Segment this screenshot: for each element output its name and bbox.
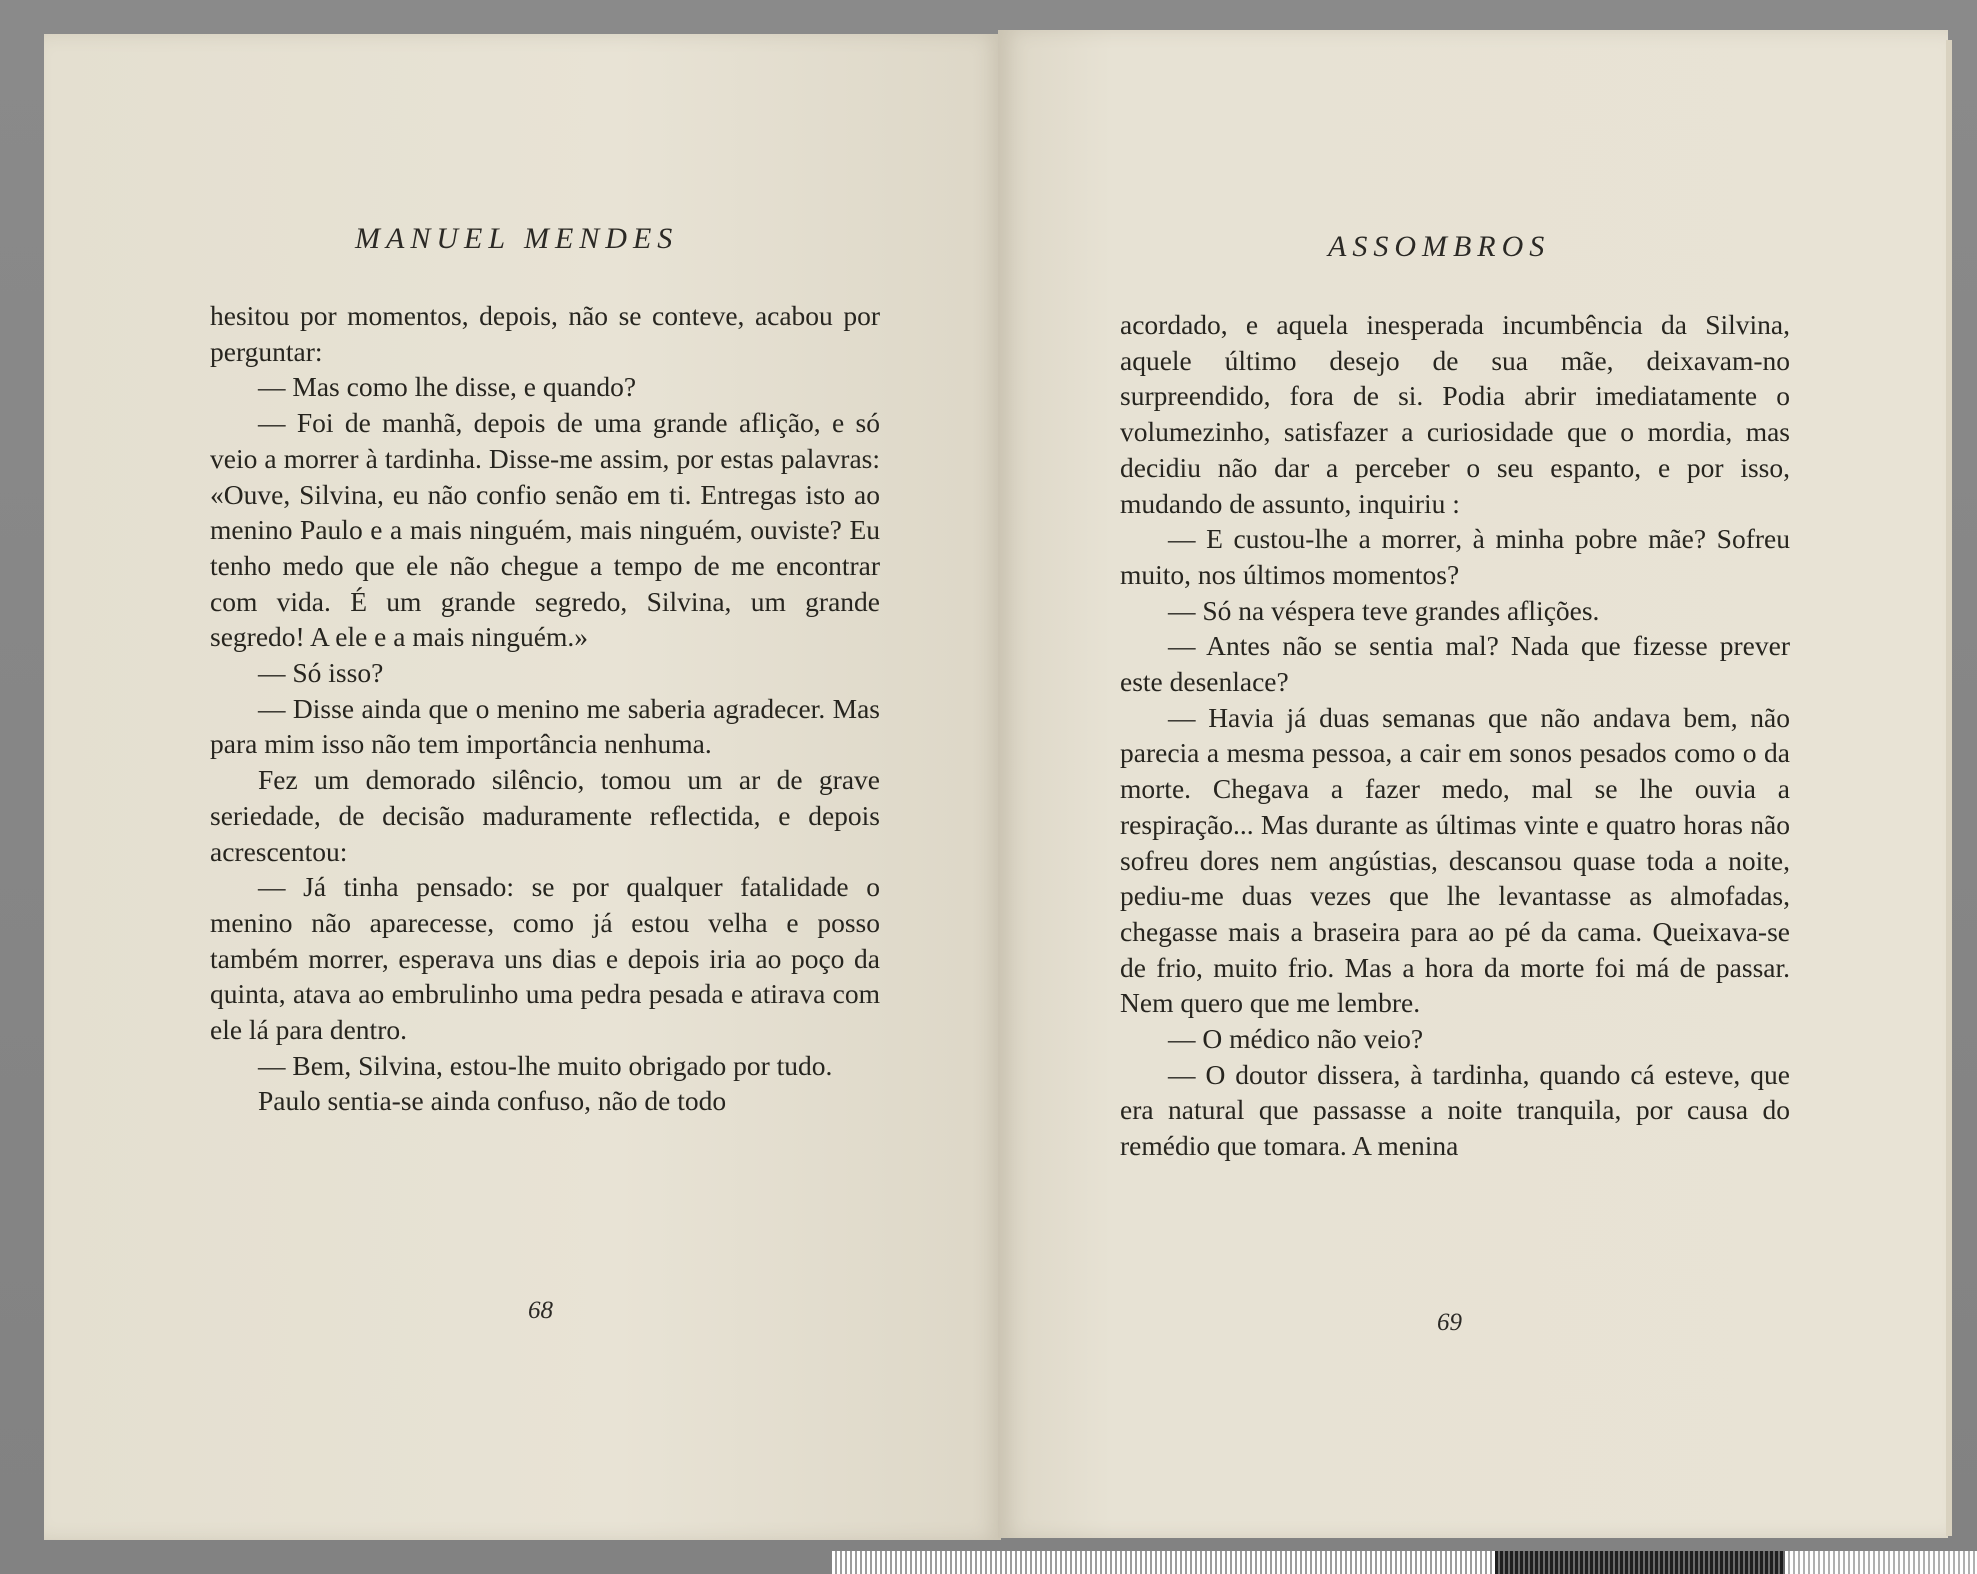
paragraph: Paulo sentia-se ainda confuso, não de todo: [258, 1085, 727, 1117]
running-head-left: MANUEL MENDES: [355, 222, 679, 255]
paragraph: — Havia já duas semanas que não andava bem, não parecia a mesma pessoa, a cair em sonos pesados como o da morte. Chegava a fazer medo, mal se lhe ouvia a respiração... Mas durante as últimas vinte e quatro horas não sofreu dores nem angústias, descansou quase toda a noite, pediu-me duas vezes que lhe levantasse as almofadas, chegasse mais a braseira para ao pé da cama. Queixava-se de frio, muito frio. Mas a hora da morte foi má de passar. Nem quero que me lembre.: [1120, 701, 1790, 1019]
paragraph: Fez um demorado silêncio, tomou um ar de grave seriedade, de decisão maduramente reflectida, e depois acrescentou:: [210, 764, 880, 867]
paragraph: — Já tinha pensado: se por qualquer fatalidade o menino não aparecesse, como já estou velha e posso também morrer, esperava uns dias e depois iria ao poço da quinta, atava ao embrulinho uma pedra pesada e atirava com ele lá para dentro.: [210, 871, 880, 1046]
page-number-left: 68: [528, 1297, 553, 1324]
paragraph: — Só isso?: [258, 657, 384, 689]
paragraph: — Mas como lhe disse, e quando?: [258, 371, 637, 403]
paragraph: — O doutor dissera, à tardinha, quando cá esteve, que era natural que passasse a noite tranquila, por causa do remédio que tomara. A menina: [1120, 1058, 1790, 1162]
paragraph: — O médico não veio?: [1168, 1023, 1424, 1055]
left-page-body: [210, 298, 880, 1119]
right-page-body: [1120, 307, 1790, 1164]
paragraph: — Foi de manhã, depois de uma grande aflição, e só veio a morrer à tardinha. Disse-me assim, por estas palavras: «Ouve, Silvina, eu não confio senão em ti. Entregas isto ao menino Paulo e a mais ninguém, mais ninguém, ouviste? Eu tenho medo que ele não chegue a tempo de me encontrar com vida. É um grande segredo, Silvina, um grande segredo! A ele e a mais ninguém.»: [210, 407, 880, 653]
scale-ruler-dark-segment: [1495, 1551, 1785, 1574]
paragraph: — Bem, Silvina, estou-lhe muito obrigado por tudo.: [258, 1049, 833, 1081]
page-edge: [1946, 40, 1952, 1536]
paragraph: — Antes não se sentia mal? Nada que fizesse prever este desenlace?: [1120, 630, 1790, 698]
paragraph: acordado, e aquela inesperada incumbência da Silvina, aquele último desejo de sua mãe, deixavam-no surpreendido, fora de si. Podia abrir imediatamente o volumezinho, satisfazer a curiosidade que o mordia, mas decidiu não dar a perceber o seu espanto, e por isso, mudando de assunto, inquiriu :: [1120, 309, 1790, 519]
scale-ruler-light-segment: [1785, 1551, 1977, 1574]
paragraph: — E custou-lhe a morrer, à minha pobre mãe? Sofreu muito, nos últimos momentos?: [1120, 523, 1790, 590]
running-head-right: ASSOMBROS: [1328, 230, 1551, 263]
paragraph: hesitou por momentos, depois, não se conteve, acabou por perguntar:: [210, 300, 880, 367]
paragraph: — Só na véspera teve grandes aflições.: [1168, 594, 1600, 626]
page-number-right: 69: [1437, 1309, 1462, 1336]
paragraph: — Disse ainda que o menino me saberia agradecer. Mas para mim isso não tem importância nenhuma.: [210, 692, 880, 760]
